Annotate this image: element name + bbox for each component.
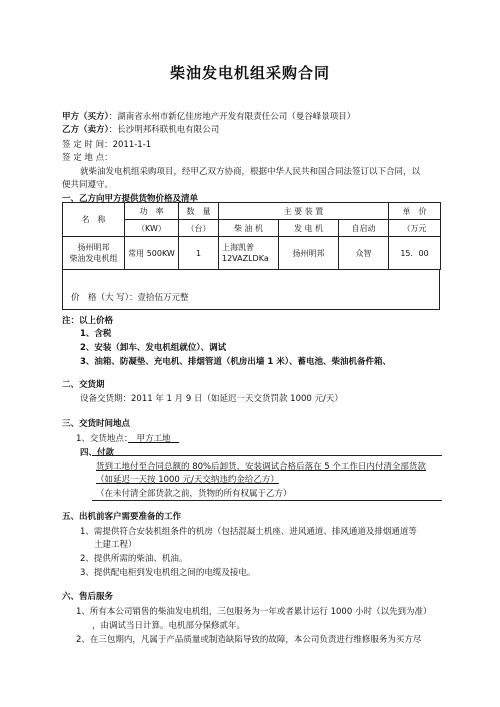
delivery-place-value: 甲方工地 <box>128 434 180 444</box>
price-total: 价 格（大 写）：壹拾伍万元整 <box>71 293 189 303</box>
header-power-unit: （KW） <box>125 220 179 237</box>
cell-engine <box>219 237 279 270</box>
page-title: 柴油发电机组采购合同 <box>169 64 330 82</box>
intro-line-2: 便共同遵守。 <box>62 180 114 190</box>
payment-line-1: 货到工地付至合同总额的 80%后卸货，安装调试合格后落在 5 个工作日内付清全部货款 <box>96 462 426 472</box>
intro-line-1: 就柴油发电机组采购项目，经甲乙双方协商，根据中华人民共和国合同法签订以下合同，以 <box>80 167 421 177</box>
prep-line-2: 2、提供所需的柴油、机油。 <box>80 554 188 564</box>
delivery-text: 设备交货期：2011 年 1 月 9 日（如延迟一天交货罚款 1000 元/天） <box>80 394 343 404</box>
sign-place: 签 定 地 点： <box>62 153 113 163</box>
cell-autostart: 众智 <box>339 237 389 270</box>
delivery-place-line <box>76 432 179 444</box>
table-row <box>63 237 441 270</box>
header-name: 名 称 <box>63 203 125 237</box>
cell-power: 常用 500KW <box>125 237 179 270</box>
header-main-devices: 主 要 装 置 <box>219 203 389 220</box>
party-b-line <box>62 125 219 136</box>
section-2-heading: 二、交货期 <box>62 380 105 390</box>
party-a-value: ：湖南省永州市新亿佳房地产开发有限责任公司（曼谷峰景项目） <box>108 112 356 122</box>
prep-line-1a: 1、需提供符合安装机组条件的机房（包括混凝土机座、进风通道、排风通道及排烟通道等 <box>80 527 417 537</box>
table-header-row <box>63 203 441 220</box>
payment-line-2: （如延迟一天按 1000 元/天交纳违约金给乙方） <box>96 475 279 485</box>
delivery-place-label: 1、交货地点： <box>76 434 129 444</box>
note-2: 2、安装（卸车、发电机组就位）、调试 <box>80 343 227 353</box>
party-a-line <box>62 112 355 123</box>
header-qty-unit: （台） <box>179 220 219 237</box>
header-qty: 数 量 <box>179 203 219 220</box>
header-price: 单 价 <box>389 203 441 220</box>
header-autostart: 自启动 <box>339 220 389 237</box>
section-1-heading: 一、乙方向甲方提供货物价格及清单 <box>62 194 199 204</box>
header-engine: 柴 油 机 <box>219 220 279 237</box>
prep-line-3: 3、提供配电柜到发电机组之间的电缆及接电。 <box>80 568 256 578</box>
payment-line-3: （在未付清全部货款之前，货物的所有权属于乙方） <box>96 489 292 499</box>
goods-table <box>62 202 441 270</box>
header-power: 功 率 <box>125 203 179 220</box>
section-3-heading: 三、交货时间地点 <box>62 419 131 429</box>
note-1: 1、含税 <box>80 329 112 339</box>
service-line-2: 2、在三包期内，凡属于产品质量或制造缺陷导致的故障，本公司负责进行维修服务为买方尽 <box>76 635 422 645</box>
party-a-label: 甲方（买方） <box>62 112 109 122</box>
sub-4-heading: 四、付款 <box>80 448 115 458</box>
header-generator: 发 电 机 <box>279 220 339 237</box>
section-5-heading: 五、出机前客户需要准备的工作 <box>62 512 182 522</box>
party-b-value: ：长沙明邦科联机电有限公司 <box>108 125 220 135</box>
cell-name-line-1: 扬州明邦 <box>77 243 110 252</box>
cell-engine-line-1: 上海凯普 <box>222 243 254 252</box>
price-total-box <box>62 269 440 310</box>
cell-price: 15．00 <box>389 237 441 270</box>
party-b-label: 乙方（卖方） <box>62 125 109 135</box>
cell-name-line-2: 柴油发电机组 <box>69 254 118 263</box>
service-line-1a: 1、所有本公司销售的柴油发电机组，三包服务为一年或者累计运行 1000 小时（以先到为准） <box>76 607 432 617</box>
cell-qty: 1 <box>179 237 219 270</box>
header-price-unit: （万元 <box>389 220 441 237</box>
payment-box-top <box>92 455 442 456</box>
notes-heading: 注：以上价格 <box>62 316 114 326</box>
section-6-heading: 六、售后服务 <box>62 592 114 602</box>
note-3: 3、油箱、防凝垫、充电机、排烟管道（机房出墙 1 米）、蓄电池、柴油机备件箱、 <box>80 357 392 367</box>
prep-line-1b: 土建工程） <box>94 540 137 550</box>
cell-generator: 扬州明邦 <box>279 237 339 270</box>
sign-time: 签 定 时 间：2011-1-1 <box>62 140 152 150</box>
cell-name <box>63 237 125 270</box>
payment-box-bottom <box>92 500 442 501</box>
cell-engine-line-2: 12VAZLDKa <box>222 254 269 263</box>
service-line-1b: ，由调试当日计算。电机部分保修贰年。 <box>92 621 246 631</box>
